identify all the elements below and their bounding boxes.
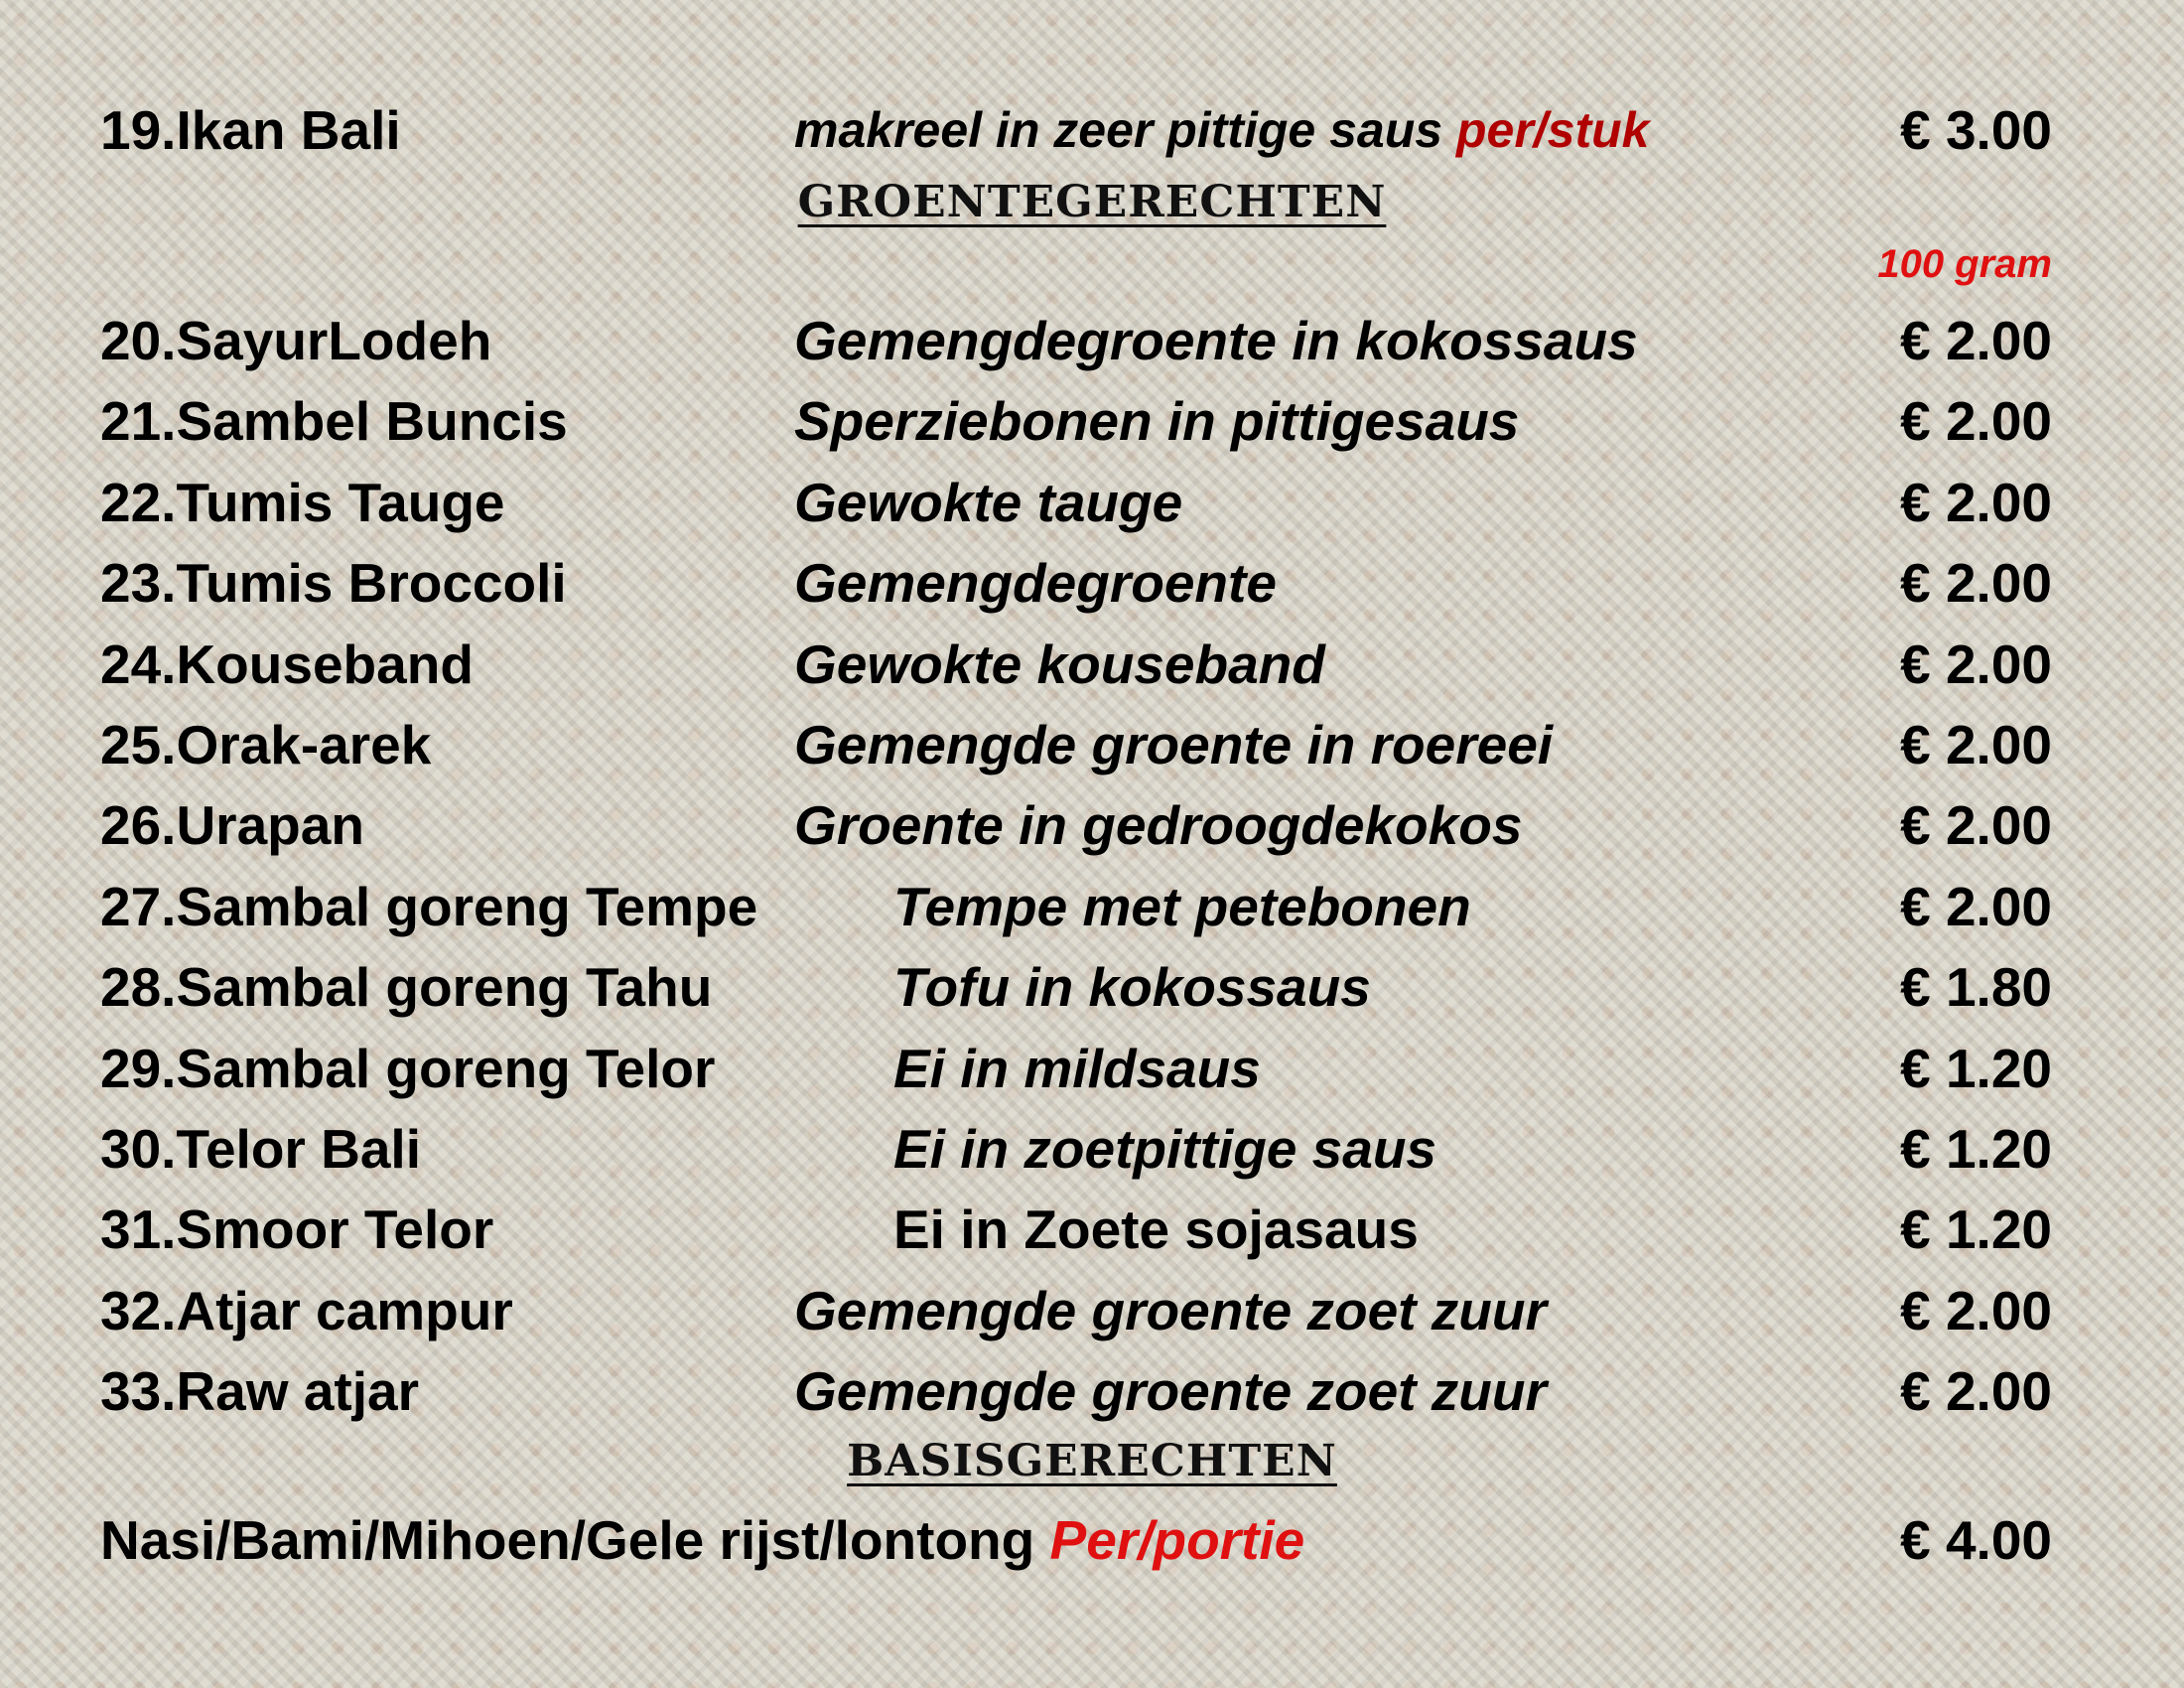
item-name: Nasi/Bami/Mihoen/Gele rijst/lontong Per/portie bbox=[100, 1509, 1305, 1571]
item-unit: per/stuk bbox=[1455, 102, 1650, 158]
menu-item bbox=[0, 952, 2184, 1022]
item-name: 32.Atjar campur bbox=[100, 1280, 513, 1341]
item-price: € 2.00 bbox=[1900, 310, 2052, 371]
section-heading-basis: BASISGERECHTEN bbox=[847, 1436, 1337, 1486]
menu-item bbox=[0, 1195, 2184, 1264]
menu-item bbox=[0, 1276, 2184, 1345]
item-price: € 2.00 bbox=[1900, 876, 2052, 937]
menu-item bbox=[0, 548, 2184, 618]
menu-item bbox=[0, 1356, 2184, 1426]
item-name: 29.Sambal goreng Telor bbox=[100, 1038, 716, 1099]
item-price: € 2.00 bbox=[1900, 390, 2052, 452]
item-description: Ei in zoetpittige saus bbox=[893, 1118, 1437, 1180]
item-description: Ei in Zoete sojasaus bbox=[893, 1198, 1419, 1260]
item-name: 26.Urapan bbox=[100, 794, 364, 856]
item-price: € 2.00 bbox=[1900, 633, 2052, 695]
menu-item bbox=[0, 872, 2184, 941]
item-name: 19.Ikan Bali bbox=[100, 99, 401, 161]
item-description: Gemengdegroente bbox=[794, 552, 1277, 614]
item-name: 25.Orak-arek bbox=[100, 714, 432, 775]
item-price: € 2.00 bbox=[1900, 794, 2052, 856]
item-price: € 2.00 bbox=[1900, 1280, 2052, 1341]
item-description: Sperziebonen in pittigesaus bbox=[794, 390, 1520, 452]
menu-item bbox=[0, 630, 2184, 699]
item-name: 27.Sambal goreng Tempe bbox=[100, 876, 758, 937]
item-price: € 4.00 bbox=[1900, 1509, 2052, 1571]
menu-item bbox=[0, 710, 2184, 779]
item-description: makreel in zeer pittige saus per/stuk bbox=[794, 102, 1650, 158]
item-description: Gemengde groente in roereei bbox=[794, 714, 1554, 775]
item-price: € 3.00 bbox=[1900, 99, 2052, 161]
item-price: € 2.00 bbox=[1900, 472, 2052, 533]
item-name: 31.Smoor Telor bbox=[100, 1198, 494, 1260]
item-price: € 2.00 bbox=[1900, 1360, 2052, 1422]
menu-item-19 bbox=[0, 95, 2184, 165]
item-description: Tempe met petebonen bbox=[893, 876, 1471, 937]
menu-item-basis bbox=[0, 1505, 2184, 1575]
item-name: 33.Raw atjar bbox=[100, 1360, 420, 1422]
item-price: € 1.80 bbox=[1900, 956, 2052, 1018]
item-description: Gemengde groente zoet zuur bbox=[794, 1360, 1547, 1422]
item-name: 23.Tumis Broccoli bbox=[100, 552, 567, 614]
item-price: € 2.00 bbox=[1900, 714, 2052, 775]
item-price: € 1.20 bbox=[1900, 1038, 2052, 1099]
menu-item bbox=[0, 1034, 2184, 1103]
menu-item bbox=[0, 386, 2184, 456]
item-description: Gemengdegroente in kokossaus bbox=[794, 310, 1638, 371]
item-price: € 2.00 bbox=[1900, 552, 2052, 614]
item-name: 22.Tumis Tauge bbox=[100, 472, 505, 533]
item-name: 24.Kouseband bbox=[100, 633, 474, 695]
item-description: Gemengde groente zoet zuur bbox=[794, 1280, 1547, 1341]
item-price: € 1.20 bbox=[1900, 1198, 2052, 1260]
item-unit: Per/portie bbox=[1049, 1509, 1305, 1571]
item-name: 28.Sambal goreng Tahu bbox=[100, 956, 713, 1018]
item-description: Groente in gedroogdekokos bbox=[794, 794, 1523, 856]
item-name: 30.Telor Bali bbox=[100, 1118, 421, 1180]
item-description: Gewokte tauge bbox=[794, 472, 1183, 533]
menu-item bbox=[0, 468, 2184, 537]
menu-item bbox=[0, 790, 2184, 860]
item-description: Ei in mildsaus bbox=[893, 1038, 1261, 1099]
section-heading-groente: GROENTEGERECHTEN bbox=[797, 177, 1387, 227]
menu-item bbox=[0, 306, 2184, 375]
item-description: Gewokte kouseband bbox=[794, 633, 1325, 695]
item-name: 21.Sambel Buncis bbox=[100, 390, 568, 452]
menu-item bbox=[0, 1114, 2184, 1184]
item-description: Tofu in kokossaus bbox=[893, 956, 1371, 1018]
item-price: € 1.20 bbox=[1900, 1118, 2052, 1180]
item-name: 20.SayurLodeh bbox=[100, 310, 492, 371]
unit-note: 100 gram bbox=[1877, 242, 2052, 286]
